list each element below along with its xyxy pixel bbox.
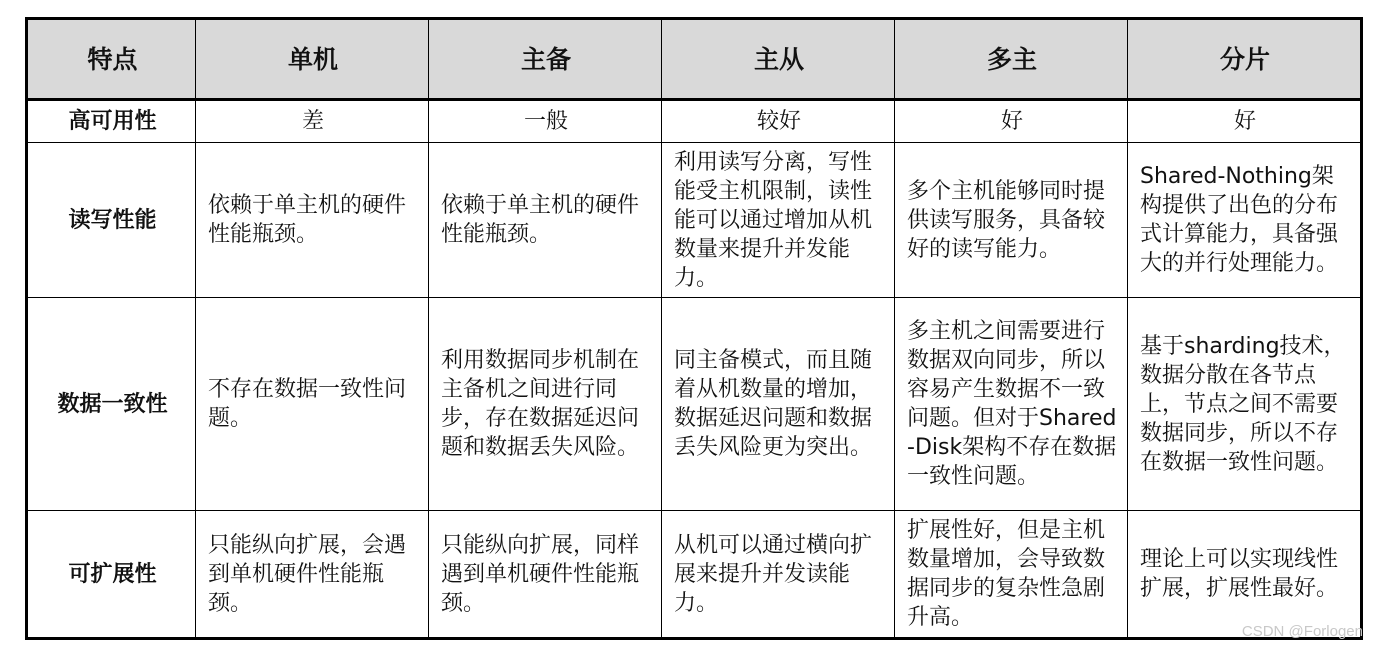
table-cell: 扩展性好，但是主机数量增加，会导致数据同步的复杂性急剧升高。 [895,511,1128,639]
header-sharding: 分片 [1128,19,1362,100]
table-cell: 较好 [662,100,895,143]
table-cell: 从机可以通过横向扩展来提升并发读能力。 [662,511,895,639]
row-label-consistency: 数据一致性 [27,298,196,511]
table-cell: 理论上可以实现线性扩展，扩展性最好。 [1128,511,1362,639]
header-master-standby: 主备 [429,19,662,100]
table-row [27,143,1362,298]
header-row [27,19,1362,100]
header-feature: 特点 [27,19,196,100]
table-cell: 利用数据同步机制在主备机之间进行同步，存在数据延迟问题和数据丢失风险。 [429,298,662,511]
table-row [27,511,1362,639]
row-label-availability: 高可用性 [27,100,196,143]
comparison-table [25,17,1363,640]
watermark: CSDN @Forlogen [1241,623,1363,640]
table-cell: 不存在数据一致性问题。 [196,298,429,511]
table-row [27,298,1362,511]
table-cell: 好 [1128,100,1362,143]
header-master-slave: 主从 [662,19,895,100]
row-label-scalability: 可扩展性 [27,511,196,639]
table-cell: 依赖于单主机的硬件性能瓶颈。 [196,143,429,298]
header-multi-master: 多主 [895,19,1128,100]
table-cell: Shared-Nothing架构提供了出色的分布式计算能力，具备强大的并行处理能力。 [1128,143,1362,298]
table-cell: 只能纵向扩展，会遇到单机硬件性能瓶颈。 [196,511,429,639]
table-cell: 利用读写分离，写性能受主机限制，读性能可以通过增加从机数量来提升并发能力。 [662,143,895,298]
table-cell: 多个主机能够同时提供读写服务，具备较好的读写能力。 [895,143,1128,298]
table-cell: 多主机之间需要进行数据双向同步，所以容易产生数据不一致问题。但对于Shared-Disk架构不存在数据一致性问题。 [895,298,1128,511]
table-cell: 差 [196,100,429,143]
table-cell: 同主备模式，而且随着从机数量的增加，数据延迟问题和数据丢失风险更为突出。 [662,298,895,511]
header-standalone: 单机 [196,19,429,100]
row-label-rw-performance: 读写性能 [27,143,196,298]
table-cell: 只能纵向扩展，同样遇到单机硬件性能瓶颈。 [429,511,662,639]
table-cell: 依赖于单主机的硬件性能瓶颈。 [429,143,662,298]
table-cell: 一般 [429,100,662,143]
table-row [27,100,1362,143]
table-cell: 好 [895,100,1128,143]
table-cell: 基于sharding技术，数据分散在各节点上，节点之间不需要数据同步，所以不存在数据一致性问题。 [1128,298,1362,511]
